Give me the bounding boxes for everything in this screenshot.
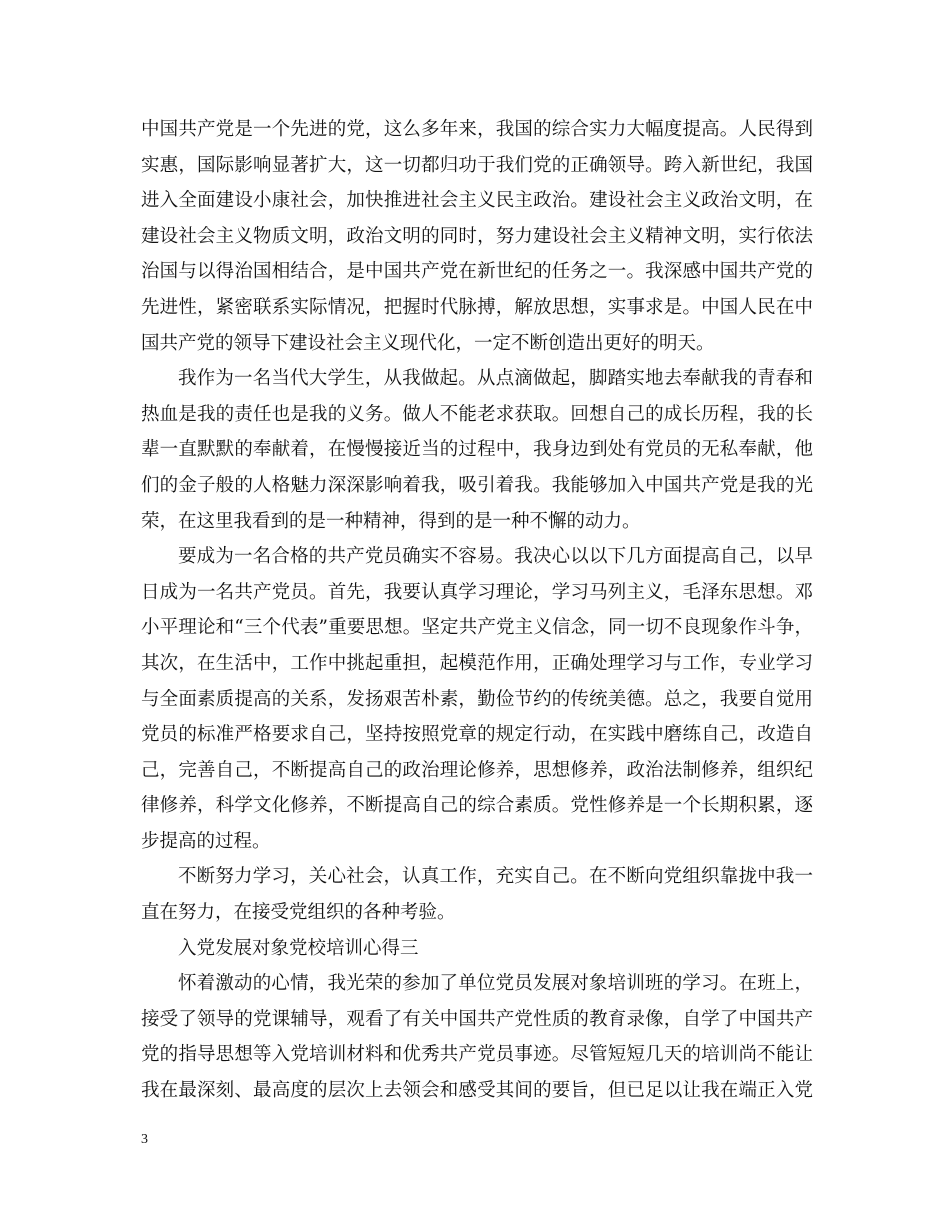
text-line: 实惠，国际影响显著扩大，这一切都归功于我们党的正确领导。跨入新世纪，我国 <box>141 154 813 176</box>
text-line: 直在努力，在接受党组织的各种考验。 <box>141 902 456 924</box>
paragraph-first-line: 怀着激动的心情，我光荣的参加了单位党员发展对象培训班的学习。在班上， <box>178 973 813 995</box>
text-line: 律修养，科学文化修养，不断提高自己的综合素质。党性修养是一个长期积累，逐 <box>141 795 813 817</box>
text-line: 们的金子般的人格魅力深深影响着我，吸引着我。我能够加入中国共产党是我的光 <box>141 474 813 496</box>
text-line: 进入全面建设小康社会，加快推进社会主义民主政治。建设社会主义政治文明，在 <box>141 190 813 212</box>
text-line: 辈一直默默的奉献着，在慢慢接近当的过程中，我身边到处有党员的无私奉献，他 <box>141 439 813 461</box>
text-line: 国共产党的领导下建设社会主义现代化，一定不断创造出更好的明天。 <box>141 332 715 354</box>
text-line: 己，完善自己，不断提高自己的政治理论修养，思想修养，政治法制修养，组织纪 <box>141 759 813 781</box>
text-line: 党的指导思想等入党培训材料和优秀共产党员事迹。尽管短短几天的培训尚不能让 <box>141 1044 813 1066</box>
text-line: 建设社会主义物质文明，政治文明的同时，努力建设社会主义精神文明，实行依法 <box>141 225 813 247</box>
paragraph-first-line: 要成为一名合格的共产党员确实不容易。我决心以以下几方面提高自己，以早 <box>178 546 813 568</box>
text-line: 荣，在这里我看到的是一种精神，得到的是一种不懈的动力。 <box>141 510 641 532</box>
text-line: 与全面素质提高的关系，发扬艰苦朴素，勤俭节约的传统美德。总之，我要自觉用 <box>141 688 813 710</box>
text-line: 中国共产党是一个先进的党，这么多年来，我国的综合实力大幅度提高。人民得到 <box>141 119 813 140</box>
text-line: 日成为一名共产党员。首先，我要认真学习理论，学习马列主义，毛泽东思想。邓 <box>141 581 813 603</box>
text-line: 先进性，紧密联系实际情况，把握时代脉搏，解放思想，实事求是。中国人民在中 <box>141 296 813 318</box>
paragraph-first-line: 不断努力学习，关心社会，认真工作，充实自己。在不断向党组织靠拢中我一 <box>178 866 813 888</box>
text-line: 接受了领导的党课辅导，观看了有关中国共产党性质的教育录像，自学了中国共产 <box>141 1008 813 1030</box>
text-line: 其次，在生活中，工作中挑起重担，起模范作用，正确处理学习与工作，专业学习 <box>141 652 813 674</box>
text-line: 热血是我的责任也是我的义务。做人不能老求获取。回想自己的成长历程，我的长 <box>141 403 813 425</box>
page-number: 3 <box>141 1132 148 1147</box>
section-heading: 入党发展对象党校培训心得三 <box>178 937 419 959</box>
text-line: 小平理论和“三个代表”重要思想。坚定共产党主义信念，同一切不良现象作斗争， <box>141 617 813 639</box>
text-line: 我在最深刻、最高度的层次上去领会和感受其间的要旨，但已足以让我在端正入党 <box>141 1080 813 1102</box>
document-body <box>141 112 813 1109</box>
paragraph-first-line: 我作为一名当代大学生，从我做起。从点滴做起，脚踏实地去奉献我的青春和 <box>178 368 813 390</box>
text-line: 治国与以得治国相结合，是中国共产党在新世纪的任务之一。我深感中国共产党的 <box>141 261 813 283</box>
text-line: 步提高的过程。 <box>141 830 271 852</box>
text-line: 党员的标准严格要求自己，坚持按照党章的规定行动，在实践中磨练自己，改造自 <box>141 724 813 746</box>
